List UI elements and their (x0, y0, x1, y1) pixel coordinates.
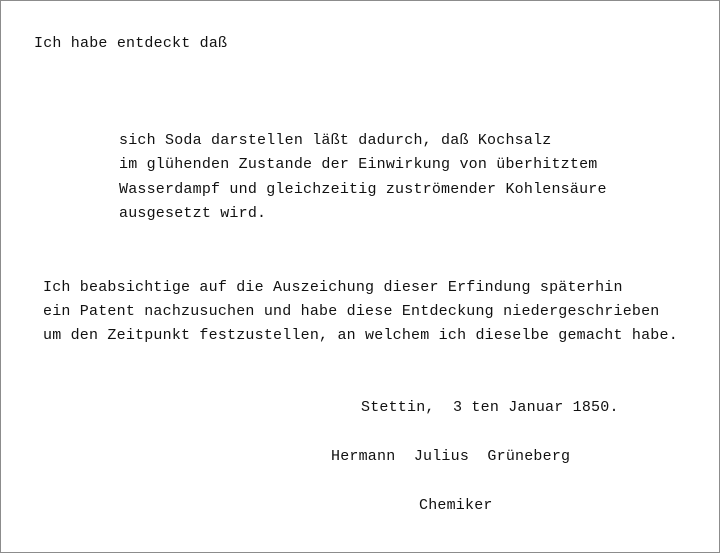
claim-line-4: ausgesetzt wird. (119, 205, 267, 222)
signatory-name: Hermann Julius Grüneberg (331, 448, 571, 465)
intent-line-3: um den Zeitpunkt festzustellen, an welchem ich dieselbe gemacht habe. (43, 327, 678, 344)
opening-line: Ich habe entdeckt daß (34, 35, 228, 52)
intent-line-1: Ich beabsichtige auf die Auszeichung dieser Erfindung späterhin (43, 279, 623, 296)
claim-line-3: Wasserdampf und gleichzeitig zuströmender Kohlensäure (119, 181, 607, 198)
place-date-line: Stettin, 3 ten Januar 1850. (361, 399, 619, 416)
claim-line-1: sich Soda darstellen läßt dadurch, daß Kochsalz (119, 132, 552, 149)
intent-line-2: ein Patent nachzusuchen und habe diese Entdeckung niedergeschrieben (43, 303, 660, 320)
signatory-profession: Chemiker (419, 497, 493, 514)
claim-line-2: im glühenden Zustande der Einwirkung von überhitztem (119, 156, 598, 173)
